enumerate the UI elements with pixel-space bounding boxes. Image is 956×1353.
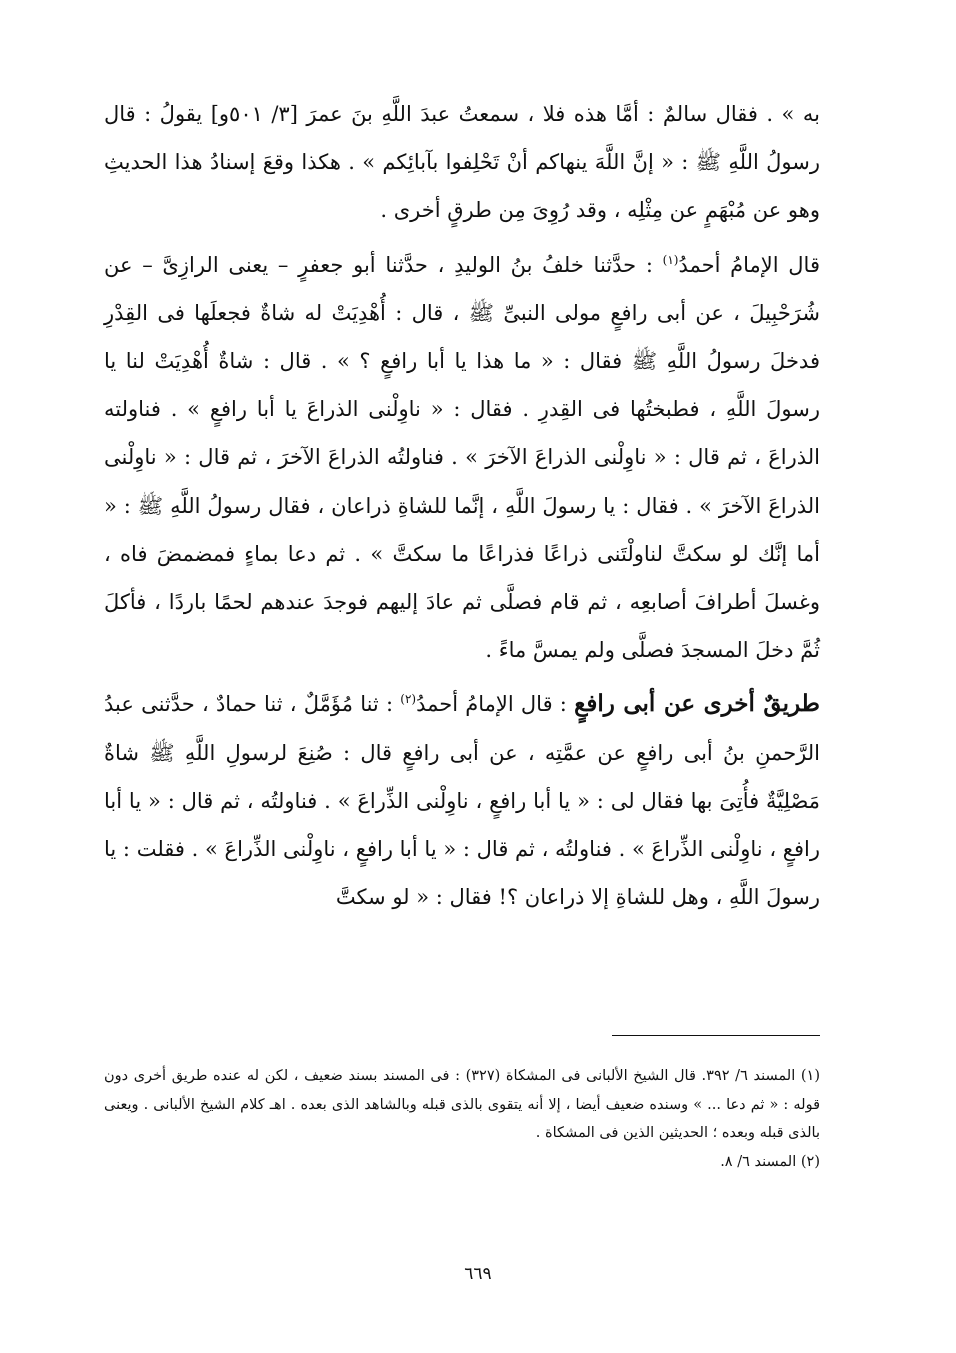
footnotes (104, 1062, 820, 1176)
paragraph-3-lead: : قال الإمامُ أحمدُ (416, 692, 575, 717)
footnote-1: (١) المسند ٦/ ٣٩٢. قال الشيخ الألبانى فى المشكاة (٣٢٧) : فى المسند بسند ضعيف ، لكن له عنده طريق أخرى دون قوله : « ثم دعا ... » وسنده ضعيف أيضا ، إلا أنه يتقوى بالذى قبله وبالشاهد الذى بعده . اهـ كلام الشيخ الألبانى . ويعنى بالذى قبله وبعده ؛ الحديثين الذين فى المشكاة . (104, 1068, 821, 1141)
main-text (104, 90, 820, 921)
footnote-separator (612, 1035, 820, 1036)
footnote-ref-2: (٢) (400, 692, 417, 707)
paragraph-3-text: : ثنا مُؤَمَّلٌ ، ثنا حمادٌ ، حدَّثنى عبدُ الرَّحمنِ بنُ أبى رافعٍ عن عمَّتِه ، عن أبى رافعٍ قال : صُنِعَ لرسولِ اللَّهِ ﷺ شاةٌ مَصْلِيَّةٌ فأُتِىَ بها فقال لى : « يا أبا رافعٍ ، ناوِلْنى الذِّراعَ » . فناولتُه ، ثم قال : « يا أبا رافعٍ ، ناوِلْنى الذِّراعَ » . فناولتُه ، ثم قال : « يا أبا رافعٍ ، ناوِلْنى الذِّراعَ » . فقلت : يا رسولَ اللَّهِ ، وهل للشاةِ إلا ذراعان ؟! فقال : « لو سكتَّ (104, 692, 820, 910)
paragraph-3 (104, 680, 820, 921)
paragraph-2-lead: قال الإمامُ أحمدُ (678, 252, 820, 277)
paragraph-2-text: : حدَّثنا خلفُ بنُ الوليدِ ، حدَّثنا أبو جعفرٍ – يعنى الرازِىَّ – عن شُرَحْبِيلَ ، عن أبى رافعٍ مولى النبىِّ ﷺ ، قال : أُهْدِيَتْ له شاةٌ فجعلَها فى القِدْرِ فدخلَ رسولُ اللَّهِ ﷺ فقال : « ما هذا يا أبا رافعٍ ؟ » . قال : شاةٌ أُهْدِيَتْ لنا يا رسولَ اللَّهِ ، فطبختُها فى القِدرِ . فقال : « ناوِلْنى الذراعَ يا أبا رافعٍ » . فناولته الذراعَ ، ثم قال : « ناوِلْنى الذراعَ الآخرَ » . فناولتُه الذراعَ الآخرَ ، ثم قال : « ناوِلْنى الذراعَ الآخرَ » . فقال : يا رسولَ اللَّهِ ، إنَّما للشاةِ ذراعان ، فقال رسولُ اللَّهِ ﷺ : « أما إنَّك لو سكتَّ لناولْتَنى ذراعًا فذراعًا ما سكتَّ » . ثم دعا بماءٍ فمضمضَ فاه ، وغسلَ أطرافَ أصابعِه ، ثم قام فصلَّى ثم عادَ إليهم فوجدَ عندهم لحمًا باردًا ، فأكلَ ثُمَّ دخلَ المسجدَ فصلَّى ولم يمسَّ ماءً . (104, 252, 820, 663)
paragraph-1 (104, 90, 820, 235)
page-number: ٦٦٩ (464, 1264, 492, 1284)
footnote-ref-1: (١) (662, 252, 679, 267)
paragraph-1-text: به » . فقال سالمٌ : أمَّا هذه فلا ، سمعتُ عبدَ اللَّهِ بنَ عمرَ [٣/ ٥٠١و] يقولُ : قال رسولُ اللَّهِ ﷺ : « إنَّ اللَّهَ ينهاكم أنْ تَحْلِفوا بآبائِكم » . هكذا وقعَ إسنادُ هذا الحديثِ وهو عن مُبْهَمٍ عن مِثْلِه ، وقد رُوِىَ مِن طرقٍ أخرى . (104, 102, 820, 223)
section-heading: طريقٌ أخرى عن أبى رافعٍ (574, 690, 820, 718)
footnote-2: (٢) المسند ٦/ ٨. (720, 1153, 820, 1170)
paragraph-2 (104, 241, 820, 675)
